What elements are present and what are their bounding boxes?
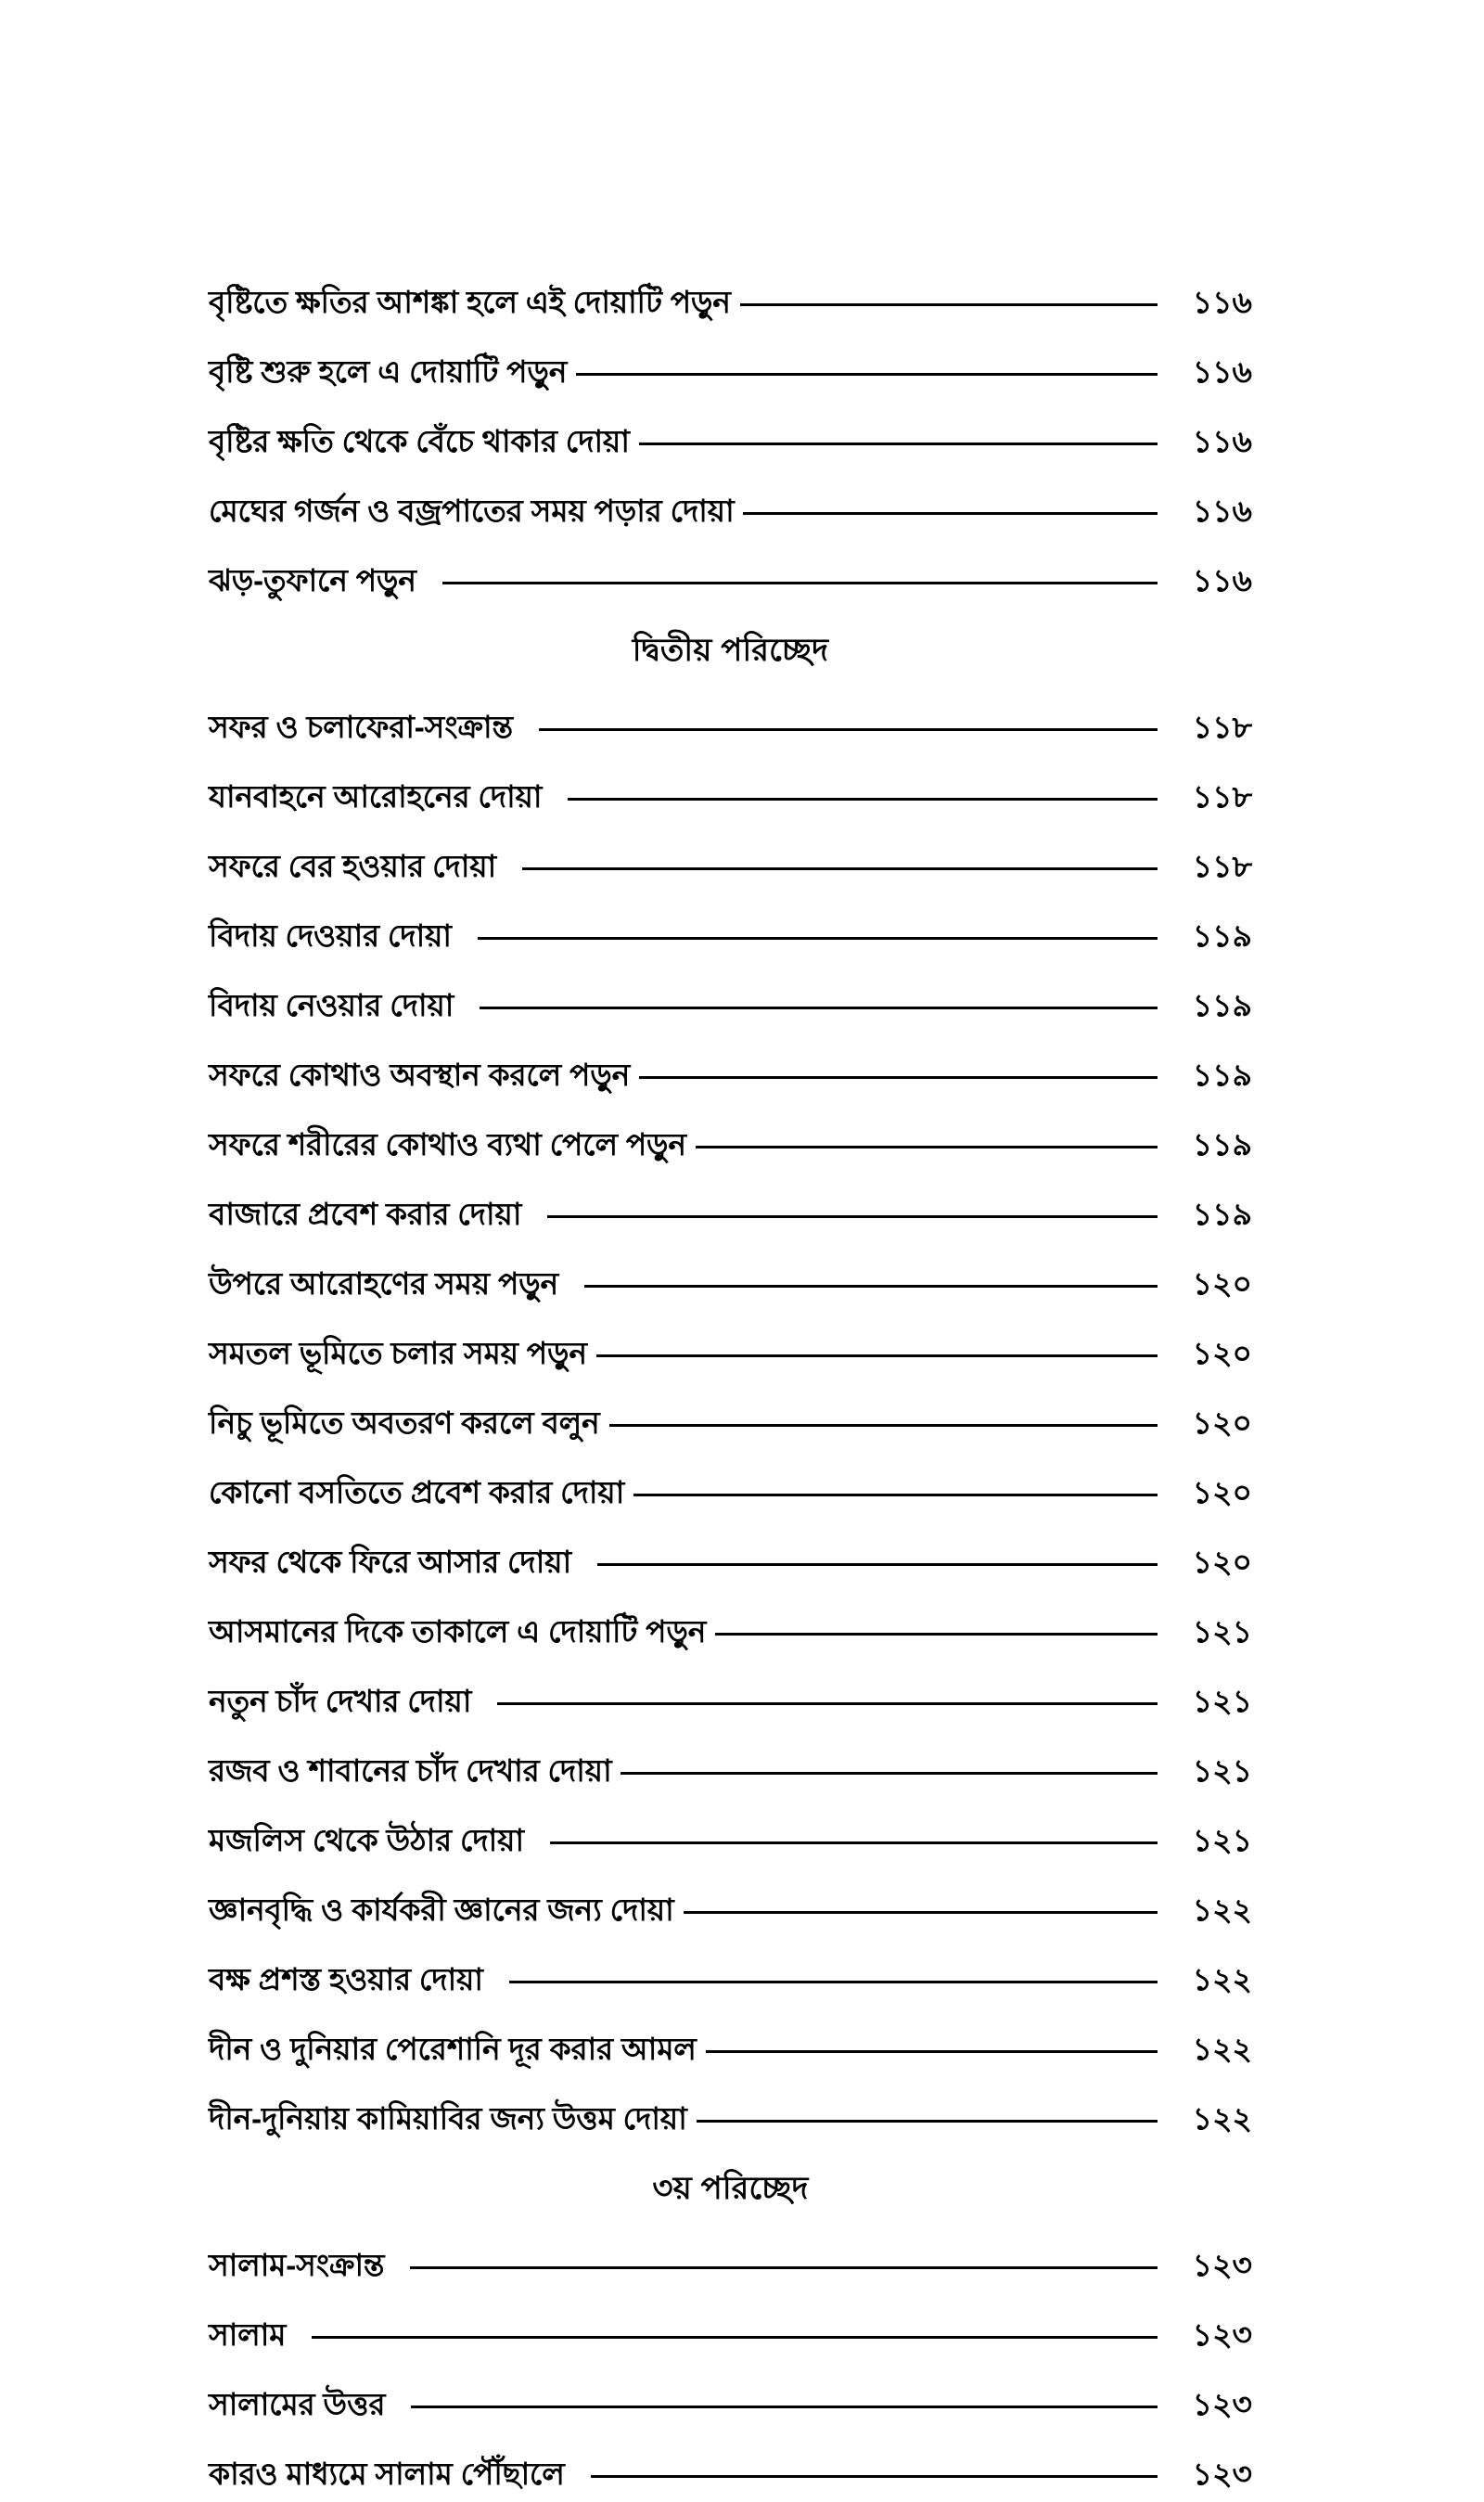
toc-entry-title: সালাম-সংক্রান্ত <box>209 2248 385 2282</box>
toc-leader-line <box>581 1554 1161 1572</box>
section-heading: ৩য় পরিচ্ছেদ <box>652 2171 809 2206</box>
toc-leader-line <box>609 1415 1161 1433</box>
toc-entry[interactable] <box>209 1329 1252 1381</box>
toc-entry-page-number: ১২২ <box>1192 2101 1252 2136</box>
toc-entry[interactable] <box>209 1747 1252 1799</box>
toc-entry[interactable] <box>209 2095 1252 2147</box>
toc-leader-line <box>533 1832 1161 1851</box>
table-of-contents <box>209 278 1252 2502</box>
toc-leader-line <box>715 1623 1161 1642</box>
toc-entry-title: রজব ও শাবানের চাঁদ দেখার দোয়া <box>209 1753 612 1788</box>
toc-entry-title: বক্ষ প্রশস্ত হওয়ার দোয়া <box>209 1962 483 1996</box>
toc-entry-title: মজলিস থেকে উঠার দোয়া <box>209 1823 524 1857</box>
toc-leader-line <box>639 433 1161 452</box>
toc-entry-title: মেঘের গর্জন ও বজ্রপাতের সময় পড়ার দোয়া <box>209 494 735 528</box>
toc-entry-title: আসমানের দিকে তাকালে এ দোয়াটি পড়ুন <box>209 1614 707 1649</box>
toc-entry[interactable] <box>209 487 1252 539</box>
toc-entry-page-number: ১২৩ <box>1192 2248 1252 2282</box>
toc-leader-line <box>522 719 1161 738</box>
toc-leader-line <box>684 1902 1162 1920</box>
toc-entry-page-number: ১২১ <box>1192 1614 1252 1649</box>
toc-leader-line <box>639 1067 1161 1085</box>
toc-entry-title: নিচু ভূমিতে অবতরণ করলে বলুন <box>209 1405 600 1440</box>
toc-entry-page-number: ১২২ <box>1192 1893 1252 1927</box>
toc-entry-page-number: ১১৯ <box>1192 988 1252 1022</box>
toc-leader-line <box>568 1276 1161 1294</box>
toc-entry[interactable] <box>209 703 1252 755</box>
toc-leader-line <box>461 928 1161 946</box>
toc-entry[interactable] <box>209 1886 1252 1938</box>
toc-entry-page-number: ১২২ <box>1192 1962 1252 1996</box>
toc-entry-title: বৃষ্টিতে ক্ষতির আশঙ্কা হলে এই দোয়াটি পড়ুন <box>209 285 731 319</box>
toc-leader-line <box>480 1693 1161 1712</box>
toc-entry[interactable] <box>209 1816 1252 1868</box>
toc-leader-line <box>740 294 1161 313</box>
toc-entry-title: সফর ও চলাফেরা-সংক্রান্ত <box>209 710 513 744</box>
toc-entry-page-number: ১২৩ <box>1192 2387 1252 2421</box>
toc-leader-line <box>426 572 1161 591</box>
toc-leader-line <box>574 2466 1161 2484</box>
toc-entry[interactable] <box>209 2380 1252 2432</box>
toc-entry[interactable] <box>209 278 1252 330</box>
toc-entry-title: ঝড়-তুফানে পড়ুন <box>209 563 416 597</box>
toc-entry-title: দীন-দুনিয়ায় কামিয়াবির জন্য উত্তম দোয়া <box>209 2101 687 2136</box>
toc-entry[interactable] <box>209 1121 1252 1173</box>
toc-leader-line <box>394 2396 1161 2415</box>
toc-entry-page-number: ১২০ <box>1192 1545 1252 1579</box>
toc-entry[interactable] <box>209 773 1252 825</box>
toc-leader-line <box>576 364 1161 382</box>
section-heading: দ্বিতীয় পরিচ্ছেদ <box>632 633 829 668</box>
toc-entry-title: সালামের উত্তর <box>209 2387 386 2421</box>
toc-entry-page-number: ১১৮ <box>1192 710 1252 744</box>
toc-leader-line <box>505 858 1161 877</box>
toc-leader-line <box>743 503 1161 521</box>
toc-entry-title: যানবাহনে আরোহনের দোয়া <box>209 779 543 814</box>
toc-leader-line <box>596 1345 1161 1364</box>
toc-entry-page-number: ১১৬ <box>1192 494 1252 528</box>
toc-entry-page-number: ১১৯ <box>1192 1127 1252 1161</box>
toc-entry-page-number: ১১৬ <box>1192 354 1252 389</box>
toc-leader-line <box>493 1971 1161 1990</box>
toc-entry-title: সফরে কোথাও অবস্থান করলে পড়ুন <box>209 1058 631 1092</box>
toc-entry-title: বাজারে প্রবেশ করার দোয়া <box>209 1197 522 1231</box>
toc-entry[interactable] <box>209 2241 1252 2293</box>
toc-entry-page-number: ১১৯ <box>1192 918 1252 953</box>
toc-entry-title: কোনো বসতিতে প্রবেশ করার দোয়া <box>209 1475 625 1509</box>
toc-leader-line <box>620 1763 1161 1781</box>
toc-entry[interactable] <box>209 1608 1252 1660</box>
toc-entry-title: বৃষ্টি শুরু হলে এ দোয়াটি পড়ুন <box>209 354 568 389</box>
toc-leader-line <box>463 997 1161 1016</box>
toc-leader-line <box>393 2257 1161 2276</box>
toc-entry-page-number: ১২১ <box>1192 1753 1252 1788</box>
toc-entry[interactable] <box>209 1051 1252 1103</box>
toc-entry-page-number: ১২৩ <box>1192 2457 1252 2491</box>
toc-entry-page-number: ১১৮ <box>1192 779 1252 814</box>
toc-entry-page-number: ১১৬ <box>1192 424 1252 458</box>
toc-entry-page-number: ১২০ <box>1192 1405 1252 1440</box>
toc-leader-line <box>295 2327 1161 2345</box>
toc-entry-title: নতুন চাঁদ দেখার দোয়া <box>209 1684 472 1718</box>
toc-leader-line <box>706 2041 1161 2059</box>
toc-entry[interactable] <box>209 912 1252 964</box>
toc-entry[interactable] <box>209 2311 1252 2363</box>
toc-entry[interactable] <box>209 1469 1252 1520</box>
toc-entry-page-number: ১২০ <box>1192 1266 1252 1301</box>
toc-entry-title: বৃষ্টির ক্ষতি থেকে বেঁচে থাকার দোয়া <box>209 424 630 458</box>
toc-entry-page-number: ১১৬ <box>1192 285 1252 319</box>
toc-entry[interactable] <box>209 1260 1252 1312</box>
toc-leader-line <box>551 789 1161 807</box>
toc-entry[interactable] <box>209 2025 1252 2077</box>
toc-entry-page-number: ১২১ <box>1192 1823 1252 1857</box>
toc-entry-page-number: ১১৯ <box>1192 1058 1252 1092</box>
toc-entry-page-number: ১২০ <box>1192 1336 1252 1370</box>
toc-entry-title: সফর থেকে ফিরে আসার দোয়া <box>209 1545 571 1579</box>
toc-entry-title: বিদায় দেওয়ার দোয়া <box>209 918 452 953</box>
toc-entry-title: সফরে বের হওয়ার দোয়া <box>209 849 497 883</box>
toc-entry-title: সালাম <box>209 2317 287 2352</box>
toc-entry[interactable] <box>209 417 1252 469</box>
toc-entry[interactable] <box>209 1190 1252 1242</box>
toc-entry[interactable] <box>209 982 1252 1033</box>
toc-leader-line <box>633 1484 1161 1503</box>
toc-entry-page-number: ১১৮ <box>1192 849 1252 883</box>
toc-entry-title: উপরে আরোহণের সময় পড়ুন <box>209 1266 559 1301</box>
toc-entry-title: সমতল ভূমিতে চলার সময় পড়ুন <box>209 1336 587 1370</box>
toc-entry[interactable] <box>209 1538 1252 1590</box>
toc-entry-title: দীন ও দুনিয়ার পেরেশানি দূর করার আমল <box>209 2032 697 2066</box>
toc-entry-page-number: ১২২ <box>1192 2032 1252 2066</box>
toc-leader-line <box>531 1206 1161 1225</box>
toc-entry-title: কারও মাধ্যমে সালাম পৌঁছালে <box>209 2457 565 2491</box>
toc-entry[interactable] <box>209 1956 1252 2008</box>
toc-leader-line <box>697 2111 1161 2129</box>
toc-entry-title: জ্ঞানবৃদ্ধি ও কার্যকরী জ্ঞানের জন্য দোয়া <box>209 1893 674 1927</box>
toc-entry-page-number: ১১৬ <box>1192 563 1252 597</box>
toc-entry[interactable] <box>209 1399 1252 1451</box>
toc-entry-page-number: ১২৩ <box>1192 2317 1252 2352</box>
toc-entry[interactable] <box>209 2450 1252 2502</box>
toc-leader-line <box>696 1136 1161 1155</box>
toc-entry-title: বিদায় নেওয়ার দোয়া <box>209 988 454 1022</box>
toc-entry-page-number: ১১৯ <box>1192 1197 1252 1231</box>
toc-entry-page-number: ১২১ <box>1192 1684 1252 1718</box>
toc-entry[interactable] <box>209 557 1252 609</box>
toc-entry[interactable] <box>209 348 1252 400</box>
toc-entry[interactable] <box>209 1677 1252 1729</box>
toc-entry[interactable] <box>209 842 1252 894</box>
toc-entry-title: সফরে শরীরের কোথাও ব্যথা পেলে পড়ুন <box>209 1127 686 1161</box>
toc-entry-page-number: ১২০ <box>1192 1475 1252 1509</box>
